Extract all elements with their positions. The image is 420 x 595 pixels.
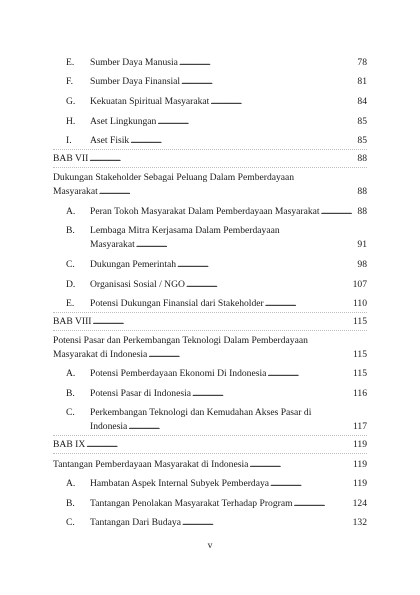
- toc-entry-page: 115: [352, 316, 367, 327]
- toc-entry-letter: B.: [66, 498, 75, 509]
- toc-entry-page: 119: [352, 478, 367, 489]
- leader-dots: [181, 76, 356, 87]
- toc-entry-title: Aset Lingkungan: [90, 116, 157, 127]
- leader-dots: [128, 421, 352, 432]
- toc-entry-page: 88: [357, 153, 367, 164]
- divider: [53, 149, 367, 150]
- toc-entry-title: Masyarakat: [90, 239, 135, 250]
- toc-entry-title: Potensi Dukungan Finansial dari Stakeholder: [90, 298, 264, 309]
- toc-entry-page: 132: [352, 517, 367, 528]
- leader-dots: [265, 298, 352, 309]
- leader-dots: [99, 186, 357, 197]
- toc-section-title: Tantangan Pemberdayaan Masyarakat di Indonesia: [53, 459, 249, 470]
- leader-dots: [89, 153, 356, 164]
- leader-dots: [186, 279, 352, 290]
- divider: [53, 167, 367, 168]
- leader-dots: [182, 517, 352, 528]
- toc-entry-title: Dukungan Pemerintah: [90, 259, 177, 270]
- toc-entry-page: 98: [357, 259, 367, 270]
- toc-entry-letter: E.: [66, 57, 75, 68]
- toc-entry-title-line1: Lembaga Mitra Kerjasama Dalam Pemberdayaan: [90, 225, 280, 236]
- toc-entry-title: Hambatan Aspek Internal Subyek Pemberdaya: [90, 478, 270, 489]
- toc-entry-title: Aset Fisik: [90, 135, 130, 146]
- toc-entry-letter: C.: [66, 407, 75, 418]
- toc-entry-page: 85: [357, 135, 367, 146]
- toc-entry-page: 78: [357, 57, 367, 68]
- toc-section-title: Masyarakat di Indonesia: [53, 349, 148, 360]
- toc-entry-letter: A.: [66, 478, 76, 489]
- leader-dots: [192, 388, 352, 399]
- toc-entry-letter: B.: [66, 225, 75, 236]
- toc-chapter-title: BAB VII: [53, 153, 89, 164]
- leader-dots: [321, 206, 357, 217]
- toc-chapter-title: BAB IX: [53, 439, 86, 450]
- toc-entry-title: Tantangan Penolakan Masyarakat Terhadap Program: [90, 498, 293, 509]
- toc-entry-letter: I.: [66, 135, 72, 146]
- page-number: v: [207, 540, 213, 551]
- toc-entry-letter: F.: [66, 76, 73, 87]
- toc-entry-page: 81: [357, 76, 367, 87]
- toc-entry-title-line1: Perkembangan Teknologi dan Kemudahan Akses Pasar di: [90, 407, 312, 418]
- divider: [53, 453, 367, 454]
- leader-dots: [179, 57, 356, 68]
- toc-entry-letter: C.: [66, 259, 75, 270]
- toc-section-title-line1: Potensi Pasar dan Perkembangan Teknologi Dalam Pemberdayaan: [53, 335, 308, 346]
- leader-dots: [148, 349, 352, 360]
- toc-entry-title: Sumber Daya Manusia: [90, 57, 178, 68]
- toc-entry-page: 117: [352, 421, 367, 432]
- leader-dots: [210, 96, 356, 107]
- leader-dots: [157, 116, 356, 127]
- leader-dots: [294, 498, 352, 509]
- toc-entry-page: 124: [352, 498, 367, 509]
- toc-chapter-title: BAB VIII: [53, 316, 92, 327]
- leader-dots: [177, 259, 356, 270]
- toc-entry-letter: H.: [66, 116, 76, 127]
- toc-entry-page: 119: [352, 439, 367, 450]
- toc-entry-letter: D.: [66, 279, 76, 290]
- divider: [53, 312, 367, 313]
- toc-section-title-line1: Dukungan Stakeholder Sebagai Peluang Dalam Pemberdayaan: [53, 172, 295, 183]
- toc-entry-title: Sumber Daya Finansial: [90, 76, 181, 87]
- toc-entry-letter: A.: [66, 368, 76, 379]
- toc-entry-page: 115: [352, 368, 367, 379]
- toc-entry-page: 119: [352, 459, 367, 470]
- leader-dots: [270, 478, 352, 489]
- toc-entry-page: 84: [357, 96, 367, 107]
- toc-entry-page: 88: [357, 206, 367, 217]
- toc-entry-page: 91: [357, 239, 367, 250]
- leader-dots: [249, 459, 352, 470]
- toc-entry-page: 85: [357, 116, 367, 127]
- leader-dots: [267, 368, 352, 379]
- toc-entry-page: 107: [352, 279, 367, 290]
- toc-entry-title: Kekuatan Spiritual Masyarakat: [90, 96, 210, 107]
- toc-entry-page: 110: [352, 298, 367, 309]
- toc-entry-title: Tantangan Dari Budaya: [90, 517, 181, 528]
- toc-entry-letter: E.: [66, 298, 75, 309]
- toc-entry-title: Potensi Pemberdayaan Ekonomi Di Indonesia: [90, 368, 267, 379]
- toc-entry-title: Peran Tokoh Masyarakat Dalam Pemberdayaan Masyarakat: [90, 206, 320, 217]
- toc-section-title: Masyarakat: [53, 186, 98, 197]
- divider: [53, 330, 367, 331]
- leader-dots: [92, 316, 351, 327]
- toc-entry-title: Organisasi Sosial / NGO: [90, 279, 185, 290]
- toc-entry-title: Potensi Pasar di Indonesia: [90, 388, 191, 399]
- leader-dots: [86, 439, 352, 450]
- toc-entry-page: 115: [352, 349, 367, 360]
- toc-entry-page: 88: [357, 186, 367, 197]
- divider: [53, 435, 367, 436]
- toc-entry-letter: A.: [66, 206, 76, 217]
- leader-dots: [130, 135, 356, 146]
- toc-entry-letter: B.: [66, 388, 75, 399]
- toc-entry-letter: G.: [66, 96, 76, 107]
- toc-entry-letter: C.: [66, 517, 75, 528]
- toc-entry-page: 116: [352, 388, 367, 399]
- toc-entry-title: Indonesia: [90, 421, 128, 432]
- leader-dots: [136, 239, 357, 250]
